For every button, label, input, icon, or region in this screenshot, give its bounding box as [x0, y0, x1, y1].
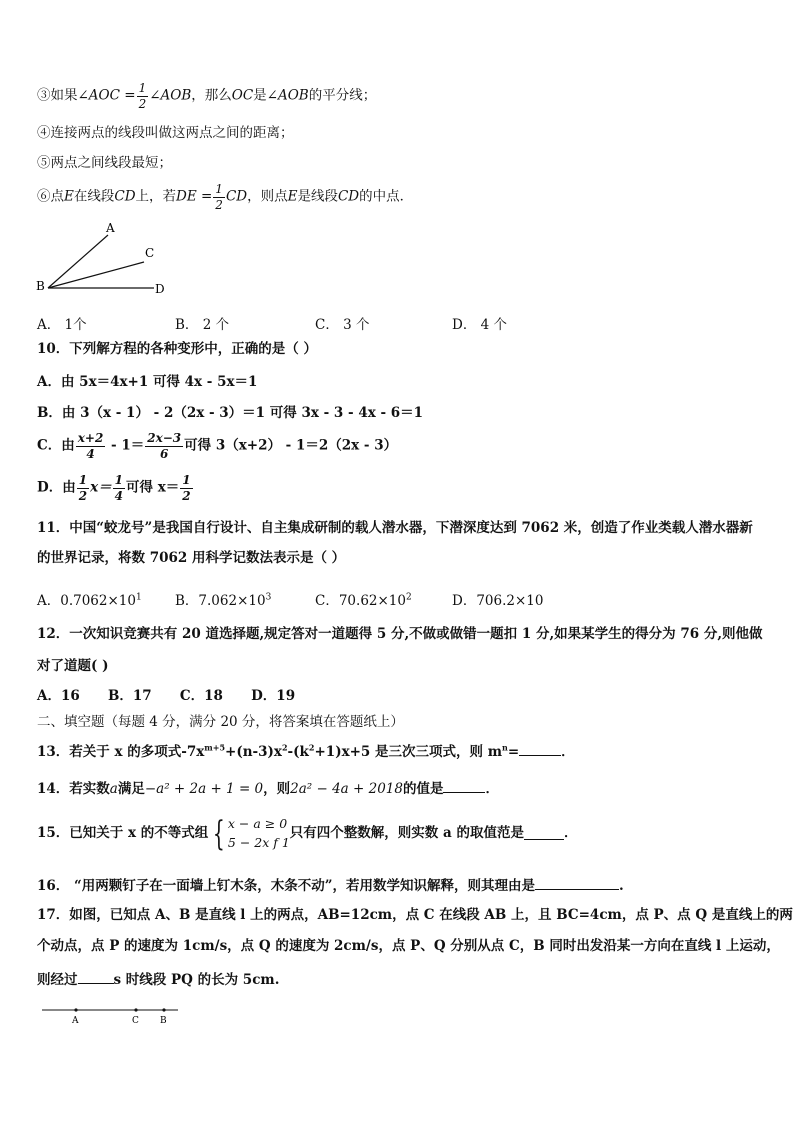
label-a: A — [72, 1016, 79, 1026]
fraction: $\frac{1}{2}$ — [182, 473, 191, 503]
statement-5: ⑤两点之间线段最短； — [37, 155, 172, 171]
q9-option-b: B． 2 个 — [175, 317, 230, 333]
q10-option-d: D．由 $\frac{1}{2}$ x＝ $\frac{1}{4}$ 可得 x＝ $\frac{1}{2}$ — [37, 473, 191, 503]
statement-6: ⑥点E在线段CD上，若DE = $\frac{1}{2}$ CD，则点E是线段CD的中点． — [37, 182, 414, 212]
answer-blank[interactable] — [78, 971, 114, 984]
point-a — [74, 1008, 77, 1011]
q13: 13．若关于 x 的多项式$-7x^{m+5}+(n-3)x^2-(k^2+1)x+5$ 是三次三项式，则 $m^n=$ ． — [37, 742, 575, 760]
answer-blank[interactable] — [519, 743, 561, 756]
q12-options: A．16 B．17 C．18 D．19 — [37, 688, 296, 704]
angle-figure — [30, 218, 180, 298]
q11-line-1: 11．中国“蛟龙号”是我国自行设计、自主集成研制的载人潜水器，下潜深度达到 7062 米，创造了作业类载人潜水器新 — [37, 520, 753, 536]
q9-option-d: D． 4 个 — [452, 317, 507, 333]
point-c — [134, 1008, 137, 1011]
q12-line-2: 对了道题( ) — [37, 658, 109, 674]
q16: 16． “用两颗钉子在一面墙上钉木条，木条不动”，若用数学知识解释，则其理由是 . — [37, 878, 624, 894]
section-2-heading: 二、填空题（每题 4 分，满分 20 分，将答案填在答题纸上） — [37, 714, 404, 730]
q10-option-c: C．由 $\frac{x+2}{4}$ - 1＝ $\frac{2x-3}{6}$ 可得 3（x+2） - 1＝2（2x - 3） — [37, 431, 398, 461]
q10-option-b: B．由 3（x - 1） - 2（2x - 3）＝1 可得 3x - 3 - 4x - 6＝1 — [37, 405, 424, 421]
q14: 14．若实数a满足−a² + 2a + 1 = 0，则2a² − 4a + 2018的值是 ． — [37, 781, 499, 797]
q9-option-c: C． 3 个 — [315, 317, 370, 333]
q9-option-a: A． 1个 — [37, 317, 87, 333]
fraction: $\frac{1}{2}$ — [78, 473, 88, 503]
q10-option-a: A．由 5x＝4x+1 可得 4x - 5x＝1 — [37, 374, 258, 390]
label-b: B — [36, 279, 45, 293]
fraction: $\frac{1}{2}$ — [138, 81, 147, 111]
q11-option-b: B．$7.062\times 10^3$ — [175, 592, 272, 609]
q17-line-3: 则经过 s 时线段 PQ 的长为 5cm. — [37, 972, 280, 988]
q17-line-1: 17．如图，已知点 A、B 是直线 l 上的两点，AB=12cm，点 C 在线段 AB 上，且 BC=4cm，点 P、点 Q 是直线上的两 — [37, 907, 793, 923]
q17-line-2: 个动点，点 P 的速度为 1cm/s，点 Q 的速度为 2cm/s，点 P、Q 分别从点 C，B 同时出发沿某一方向在直线 l 上运动， — [37, 938, 780, 954]
answer-blank[interactable] — [443, 780, 485, 793]
label-c: C — [145, 246, 155, 260]
q11-option-a: A．$0.7062\times 10^1$ — [37, 592, 142, 609]
q15: 15．已知关于 x 的不等式组 { x − a ≥ 0 5 − 2x f 1 只有四个整数解，则实数 a 的取值范是 ． — [37, 813, 578, 854]
answer-blank[interactable] — [524, 827, 564, 840]
q11-line-2: 的世界记录，将数 7062 用科学记数法表示是（ ） — [37, 550, 346, 566]
label-c: C — [132, 1016, 139, 1026]
statement-4: ④连接两点的线段叫做这两点之间的距离； — [37, 125, 294, 141]
fraction: $\frac{1}{4}$ — [114, 473, 123, 503]
label-a: A — [106, 221, 115, 235]
fraction: $\frac{x+2}{4}$ — [77, 431, 104, 461]
statement-3: ③如果∠AOC = $\frac{1}{2}$ ∠AOB，那么OC是∠AOB的平分线； — [37, 81, 377, 111]
label-b: B — [160, 1016, 167, 1026]
q12-line-1: 12．一次知识竞赛共有 20 道选择题,规定答对一道题得 5 分,不做或做错一题扣 1 分,如果某学生的得分为 76 分,则他做 — [37, 626, 763, 642]
point-b — [162, 1008, 165, 1011]
line-figure — [38, 1004, 188, 1030]
q10-stem: 10．下列解方程的各种变形中，正确的是（ ） — [37, 341, 317, 357]
q11-option-d: D．706.2×10 — [452, 593, 544, 609]
answer-blank[interactable] — [535, 877, 619, 890]
fraction: $\frac{2x-3}{6}$ — [147, 431, 182, 461]
fraction: $\frac{1}{2}$ — [215, 182, 223, 212]
q11-option-c: C．$70.62\times 10^2$ — [315, 592, 412, 609]
label-d: D — [155, 282, 165, 296]
